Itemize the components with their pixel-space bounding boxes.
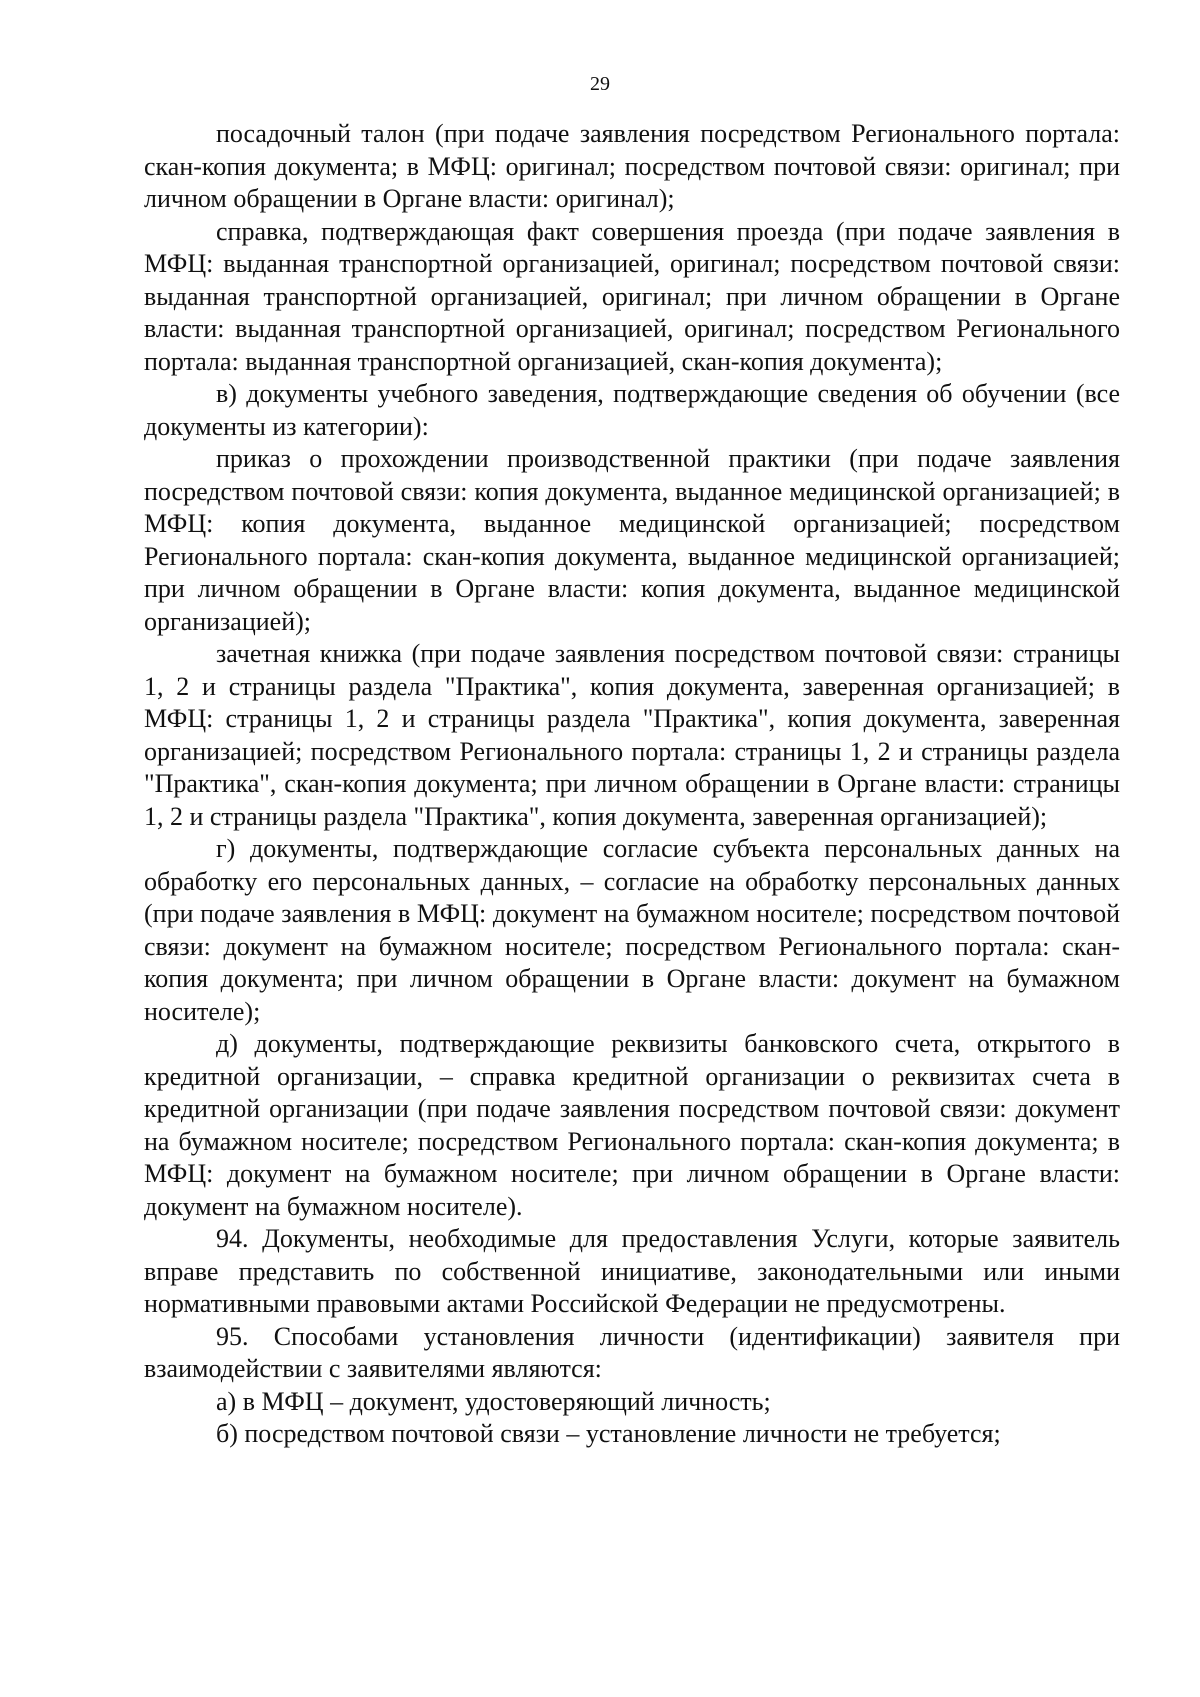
paragraph-practice-order: приказ о прохождении производственной практики (при подаче заявления посредством почтовой связи: копия документа, выданное медицинской организацией; в МФЦ: копия документа, выданное медицинской организацией; посредством Регионального портала: скан-копия документа, выданное медицинской организацией; при личном обращении в Органе власти: копия документа, выданное медицинской организацией); bbox=[144, 444, 1120, 636]
paragraph-item-a-mfc: а) в МФЦ – документ, удостоверяющий личность; bbox=[216, 1386, 771, 1416]
paragraph-item-g-personal-data-consent: г) документы, подтверждающие согласие субъекта персональных данных на обработку его персональных данных, – согласие на обработку персональных данных (при подаче заявления в МФЦ: документ на бумажном носителе; посредством почтовой связи: документ на бумажном носителе; посредством Регионального портала: скан-копия документа; при личном обращении в Органе власти: документ на бумажном носителе); bbox=[144, 834, 1120, 1026]
paragraph-travel-certificate: справка, подтверждающая факт совершения проезда (при подаче заявления в МФЦ: выданная транспортной организацией, оригинал; посредством почтовой связи: выданная транспортной организацией, оригинал; при личном обращении в Органе власти: выданная транспортной организацией, оригинал; посредством Регионального портала: выданная транспортной организацией, скан-копия документа); bbox=[144, 216, 1120, 376]
paragraph-item-v-education-documents: в) документы учебного заведения, подтверждающие сведения об обучении (все документы из категории): bbox=[144, 379, 1120, 441]
paragraph-boarding-pass: посадочный талон (при подаче заявления посредством Регионального портала: скан-копия документа; в МФЦ: оригинал; посредством почтовой связи: оригинал; при личном обращении в Органе власти: оригинал); bbox=[144, 119, 1120, 213]
paragraph-section-95: 95. Способами установления личности (идентификации) заявителя при взаимодействии с заявителями являются: bbox=[144, 1321, 1120, 1383]
paragraph-item-d-bank-details: д) документы, подтверждающие реквизиты банковского счета, открытого в кредитной организации, – справка кредитной организации о реквизитах счета в кредитной организации (при подаче заявления посредством почтовой связи: документ на бумажном носителе; посредством Регионального портала: скан-копия документа; в МФЦ: документ на бумажном носителе; при личном обращении в Органе власти: документ на бумажном носителе). bbox=[144, 1029, 1120, 1221]
document-body bbox=[144, 118, 1120, 1451]
page-number: 29 bbox=[590, 73, 610, 95]
paragraph-item-b-postal: б) посредством почтовой связи – установление личности не требуется; bbox=[216, 1419, 1001, 1448]
paragraph-record-book: зачетная книжка (при подаче заявления посредством почтовой связи: страницы 1, 2 и страницы раздела "Практика", копия документа, заверенная организацией; в МФЦ: страницы 1, 2 и страницы раздела "Практика", копия документа, заверенная организацией; посредством Регионального портала: страницы 1, 2 и страницы раздела "Практика", скан-копия документа; при личном обращении в Органе власти: страницы 1, 2 и страницы раздела "Практика", копия документа, заверенная организацией); bbox=[144, 639, 1120, 831]
paragraph-section-94: 94. Документы, необходимые для предоставления Услуги, которые заявитель вправе представить по собственной инициативе, законодательными или иными нормативными правовыми актами Российской Федерации не предусмотрены. bbox=[144, 1224, 1120, 1318]
